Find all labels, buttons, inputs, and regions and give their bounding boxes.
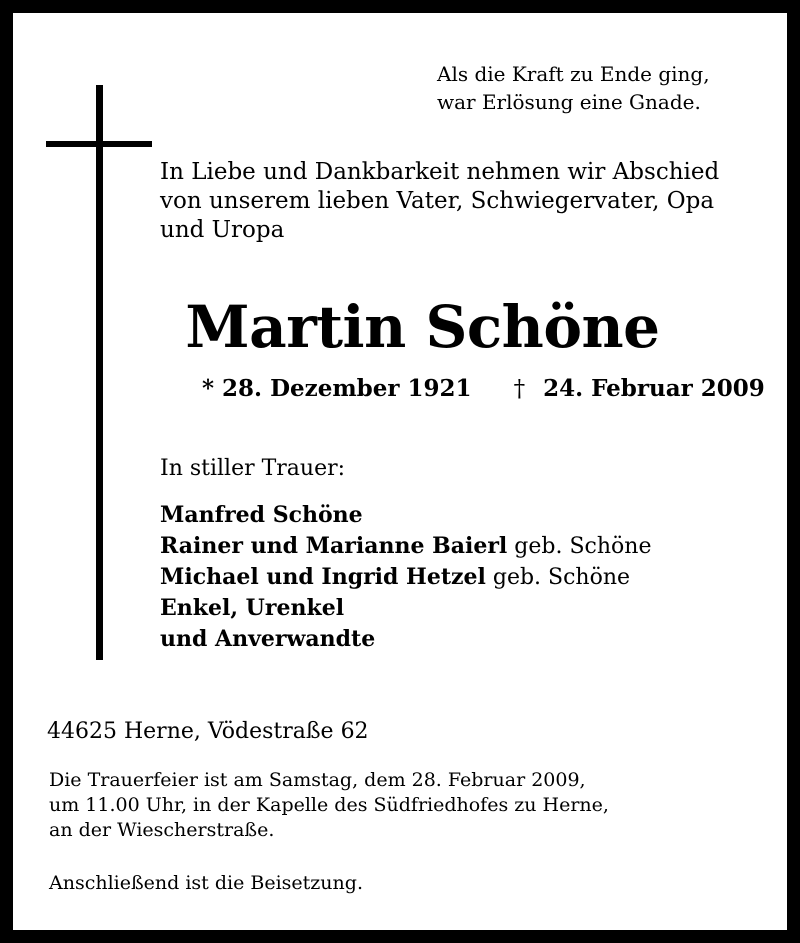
mourner-row bbox=[160, 500, 651, 531]
intro-text bbox=[160, 158, 719, 245]
mourner-name: Manfred Schöne bbox=[160, 502, 363, 528]
mourner-name: Michael und Ingrid Hetzel bbox=[160, 564, 486, 590]
cross-icon bbox=[96, 85, 103, 660]
mourner-name: und Anverwandte bbox=[160, 626, 376, 652]
mourner-row bbox=[160, 593, 651, 624]
birth-symbol: * bbox=[202, 375, 215, 402]
motto-line: Als die Kraft zu Ende ging, bbox=[437, 62, 710, 86]
motto bbox=[437, 60, 710, 116]
death-group bbox=[514, 375, 765, 402]
motto-line: war Erlösung eine Gnade. bbox=[437, 90, 701, 114]
service-line: Die Trauerfeier ist am Samstag, dem 28. Februar 2009, bbox=[49, 769, 586, 791]
closing-text: Anschließend ist die Beisetzung. bbox=[49, 872, 363, 894]
dagger-icon: † bbox=[513, 376, 526, 402]
mourner-suffix: geb. Schöne bbox=[514, 534, 652, 559]
mourner-suffix: geb. Schöne bbox=[492, 565, 631, 590]
service-line: an der Wiescherstraße. bbox=[49, 819, 275, 841]
cross-icon-bar bbox=[46, 141, 152, 147]
intro-line: von unserem lieben Vater, Schwiegervater, Opa bbox=[160, 188, 715, 214]
mourner-name: Enkel, Urenkel bbox=[160, 595, 345, 621]
service-info bbox=[49, 768, 609, 843]
mourner-name: Rainer und Marianne Baierl bbox=[160, 533, 508, 559]
address: 44625 Herne, Vödestraße 62 bbox=[47, 719, 369, 744]
mourning-heading: In stiller Trauer: bbox=[160, 456, 346, 481]
mourner-row bbox=[160, 562, 651, 593]
life-dates bbox=[202, 373, 765, 405]
mourner-row bbox=[160, 531, 651, 562]
deceased-name: Martin Schöne bbox=[185, 293, 660, 361]
intro-line: In Liebe und Dankbarkeit nehmen wir Abschied bbox=[160, 159, 720, 185]
mourners-list bbox=[160, 500, 651, 655]
birth-date: 28. Dezember 1921 bbox=[222, 375, 472, 402]
intro-line: und Uropa bbox=[160, 217, 285, 243]
mourner-row bbox=[160, 624, 651, 655]
service-line: um 11.00 Uhr, in der Kapelle des Südfriedhofes zu Herne, bbox=[49, 794, 609, 816]
death-date: 24. Februar 2009 bbox=[543, 375, 765, 402]
